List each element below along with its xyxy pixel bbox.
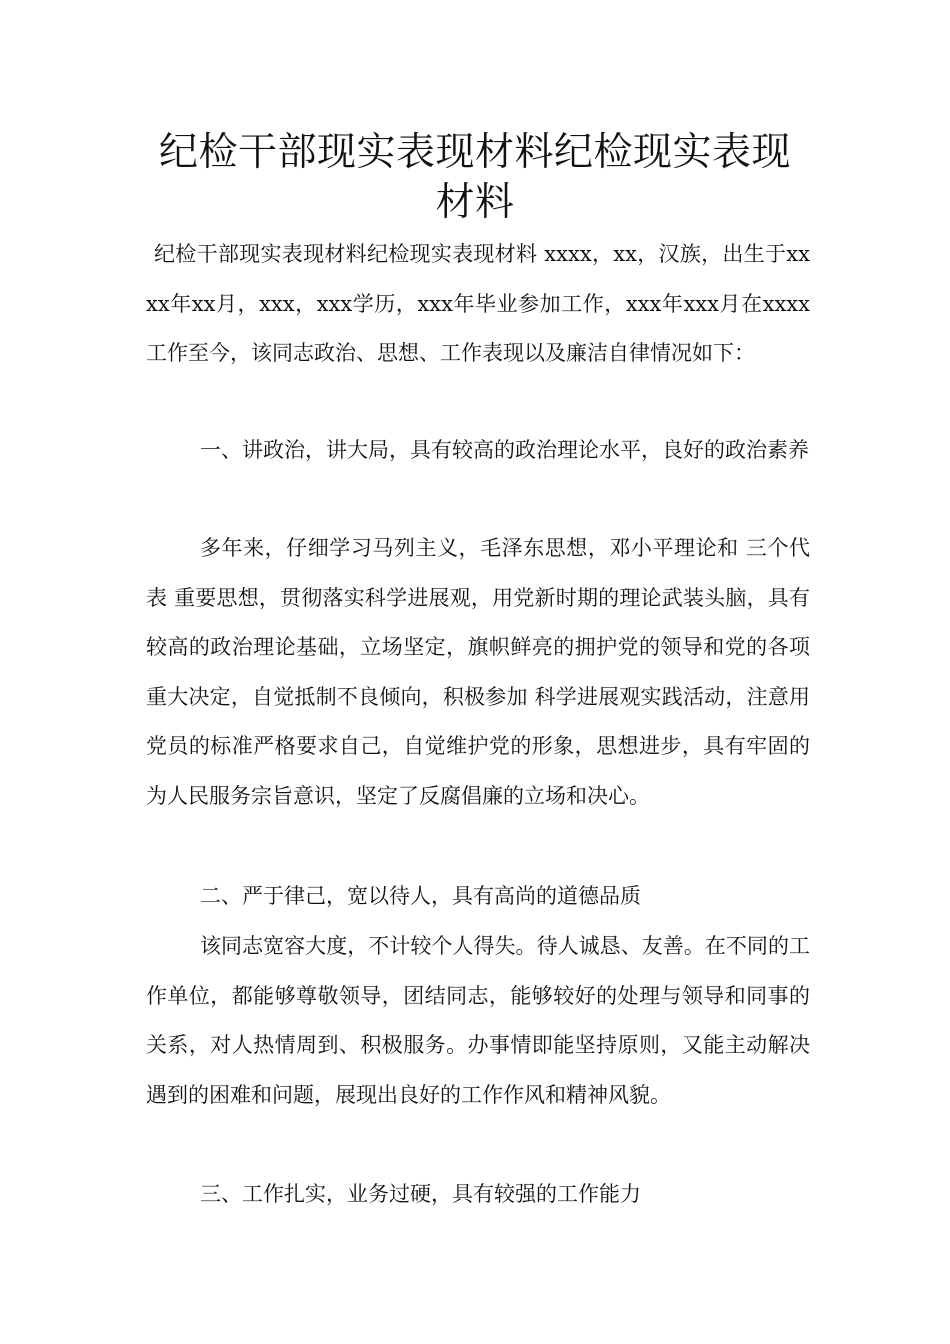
section-1-paragraph: 多年来，仔细学习马列主义，毛泽东思想，邓小平理论和 三个代表 重要思想，贯彻落实科学进展观，用党新时期的理论武装头脑，具有较高的政治理论基础，立场坚定，旗帜鲜亮的拥护党的领导和党的各项重大决定，自觉抵制不良倾向，积极参加 科学进展观实践活动，注意用党员的标准严格要求自己，自觉维护党的形象，思想进步，具有牢固的为人民服务宗旨意识，坚定了反腐倡廉的立场和决心。 (146, 536, 810, 808)
section-heading-3: 三、工作扎实，业务过硬，具有较强的工作能力 (200, 1182, 641, 1206)
section-heading-1: 一、讲政治，讲大局，具有较高的政治理论水平，良好的政治素养 (200, 438, 809, 462)
section-2-paragraph: 该同志宽容大度，不计较个人得失。待人诚恳、友善。在不同的工作单位，都能够尊敬领导，团结同志，能够较好的处理与领导和同事的关系，对人热情周到、积极服务。办事情即能坚持原则，又能主动解决遇到的困难和问题，展现出良好的工作作风和精神风貌。 (146, 934, 810, 1107)
document-title: 纪检干部现实表现材料纪检现实表现材料 (158, 130, 791, 225)
section-heading-2: 二、严于律己，宽以待人，具有高尚的道德品质 (200, 884, 641, 908)
intro-paragraph: 纪检干部现实表现材料纪检现实表现材料 xxxx，xx，汉族，出生于xxxx年xx月，xxx，xxx学历，xxx年毕业参加工作，xxx年xxx月在xxxx工作至今，该同志政治、思想、工作表现以及廉洁自律情况如下： (146, 242, 810, 365)
